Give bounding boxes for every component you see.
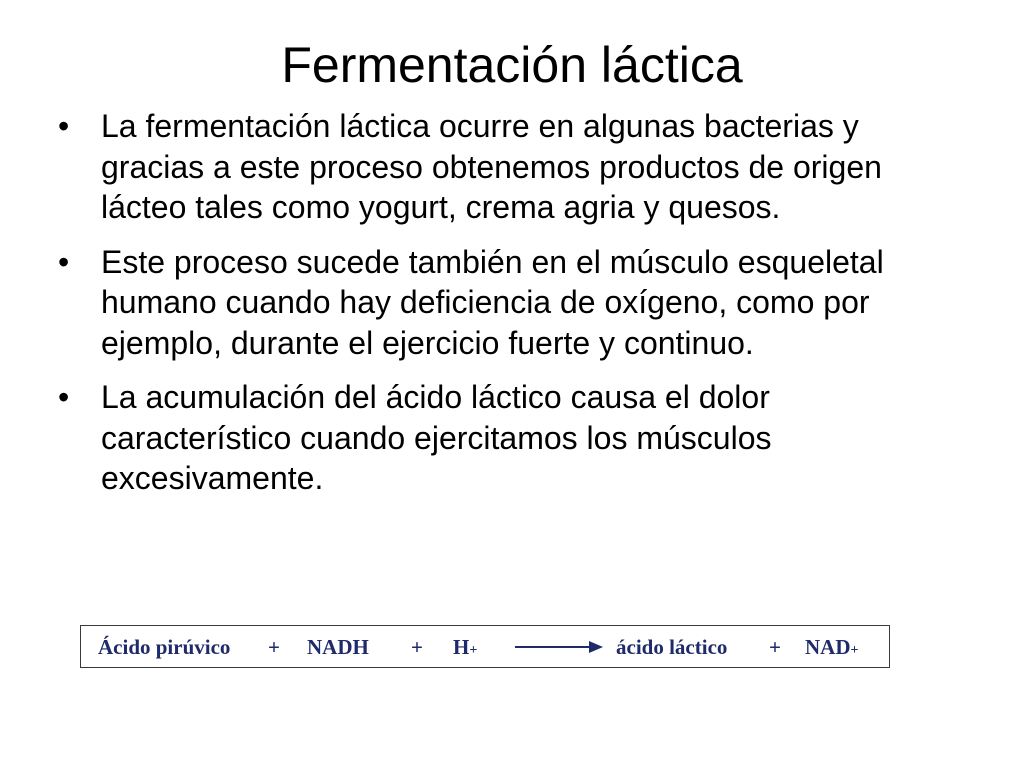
bullet-marker: •	[58, 379, 70, 415]
bullet-text: La acumulación del ácido láctico causa el dolor característico cuando ejercitamos los músculos excesivamente.	[101, 379, 772, 496]
bullet-item	[58, 106, 958, 228]
product-lactic-acid: ácido láctico	[616, 635, 728, 659]
bullet-marker: •	[58, 108, 70, 144]
bullet-item	[58, 377, 958, 499]
plus-sign: +	[769, 635, 781, 659]
hydrogen-charge: +	[469, 643, 478, 658]
reactant-nadh: NADH	[307, 635, 369, 659]
chemical-equation	[80, 625, 890, 668]
plus-sign: +	[411, 635, 423, 659]
slide-title: Fermentación láctica	[281, 37, 743, 93]
hydrogen-symbol: H	[453, 635, 470, 659]
bullet-list	[58, 106, 958, 513]
nad-symbol: NAD	[805, 635, 851, 659]
reaction-arrow-icon	[515, 637, 603, 657]
bullet-marker: •	[58, 243, 70, 280]
product-nad	[805, 636, 858, 662]
bullet-text: La fermentación láctica ocurre en algunas bacterias y gracias a este proceso obtenemos productos de origen lácteo tales como yogurt, crema agria y quesos.	[101, 108, 882, 225]
bullet-text: Este proceso sucede también en el músculo esqueletal humano cuando hay deficiencia de oxígeno, como por ejemplo, durante el ejercicio fuerte y continuo.	[101, 243, 884, 361]
reactant-pyruvic-acid: Ácido pirúvico	[98, 635, 231, 659]
reactant-hydrogen-ion	[453, 636, 477, 662]
bullet-item	[58, 242, 958, 364]
nad-charge: +	[850, 643, 859, 658]
plus-sign: +	[268, 635, 280, 659]
